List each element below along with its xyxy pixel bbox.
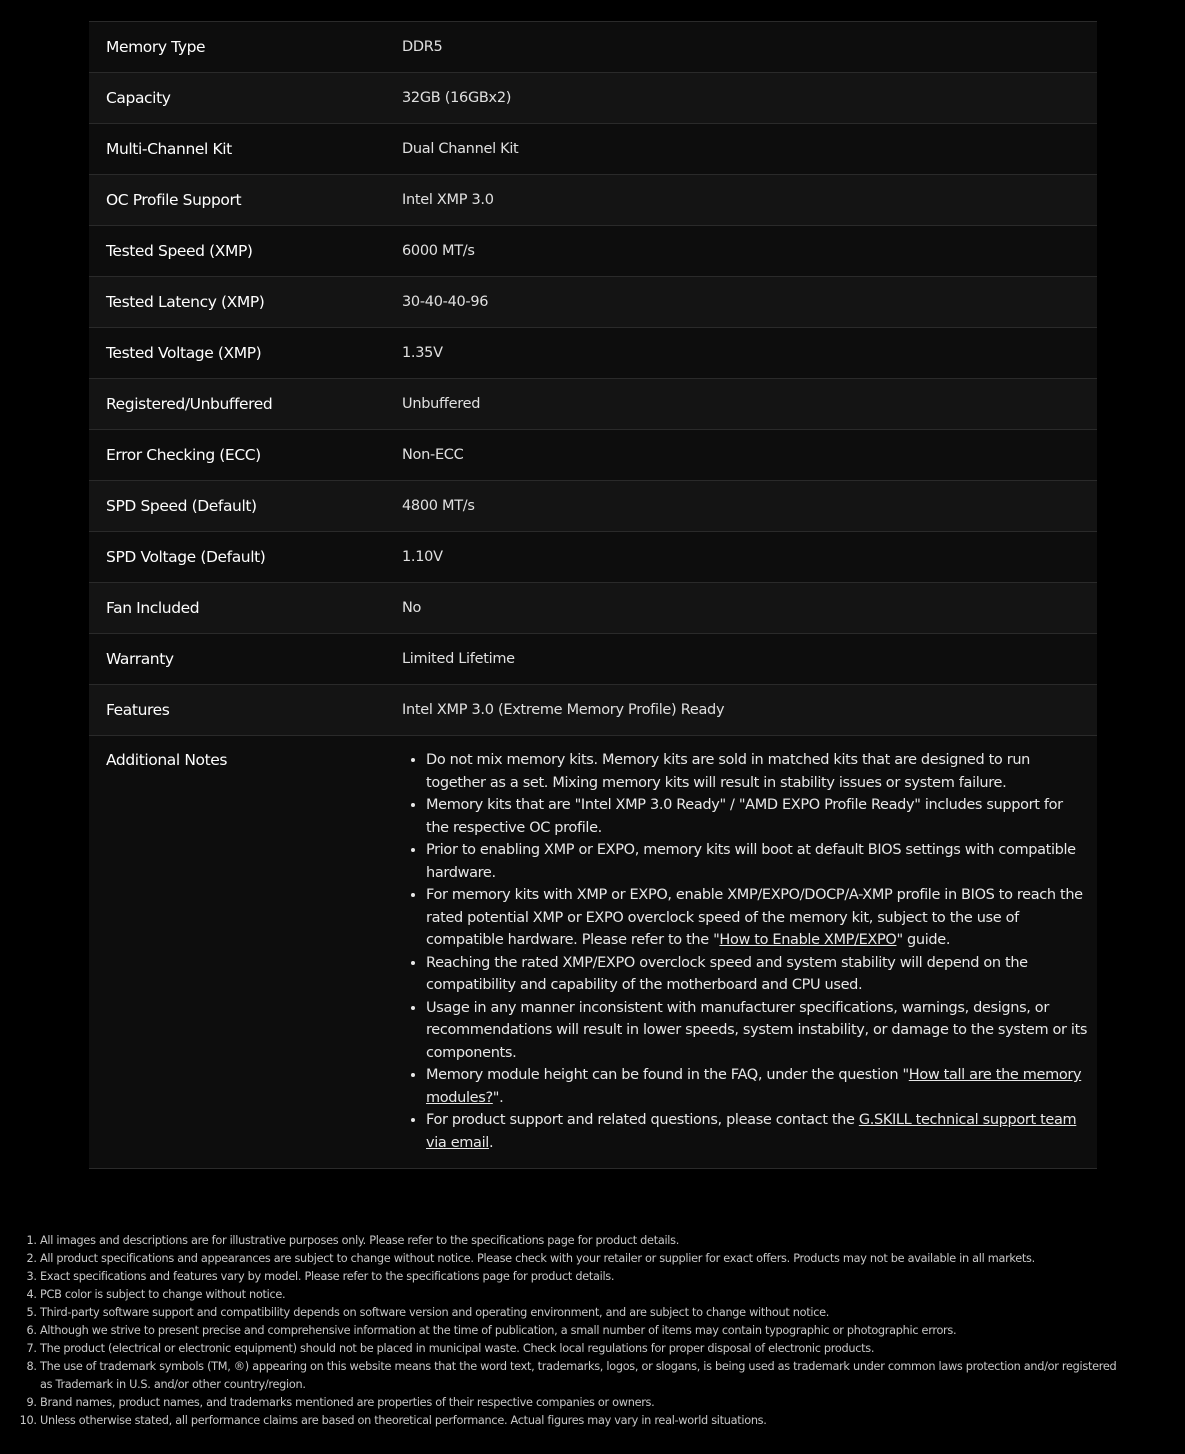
note-text: ". bbox=[492, 1089, 504, 1106]
spec-value: 30-40-40-96 bbox=[402, 277, 1097, 328]
spec-row-tested-voltage bbox=[89, 328, 1097, 379]
note-text: For product support and related questions, please contact the bbox=[426, 1112, 859, 1128]
spec-label: OC Profile Support bbox=[89, 175, 402, 226]
spec-row-features bbox=[89, 685, 1097, 736]
spec-label: Fan Included bbox=[89, 583, 402, 634]
note-text: . bbox=[488, 1134, 494, 1151]
spec-value: DDR5 bbox=[402, 22, 1097, 73]
spec-label: Tested Speed (XMP) bbox=[89, 226, 402, 277]
spec-row-registered-unbuffered bbox=[89, 379, 1097, 430]
note-item bbox=[426, 1109, 1089, 1154]
spec-row-fan-included bbox=[89, 583, 1097, 634]
spec-row-multi-channel-kit bbox=[89, 124, 1097, 175]
note-item: • Memory kits that are "Intel XMP 3.0 Ready" / "AMD EXPO Profile Ready" includes support for the respective OC profile. bbox=[426, 794, 1089, 839]
spec-value: 1.10V bbox=[402, 532, 1097, 583]
disclaimer-item: 7. The product (electrical or electronic equipment) should not be placed in municipal waste. Check local regulations for proper disposal of electronic products. bbox=[40, 1340, 1120, 1358]
spec-row-additional-notes bbox=[89, 736, 1097, 1169]
spec-row-error-checking bbox=[89, 430, 1097, 481]
spec-value: Dual Channel Kit bbox=[402, 124, 1097, 175]
spec-label: SPD Voltage (Default) bbox=[89, 532, 402, 583]
spec-row-tested-latency bbox=[89, 277, 1097, 328]
how-to-enable-xmp-expo-link[interactable]: How to Enable XMP/EXPO bbox=[719, 932, 897, 948]
note-item: • Do not mix memory kits. Memory kits are sold in matched kits that are designed to run together as a set. Mixing memory kits will result in stability issues or system failure. bbox=[426, 749, 1089, 794]
spec-row-oc-profile-support bbox=[89, 175, 1097, 226]
note-item: • Prior to enabling XMP or EXPO, memory kits will boot at default BIOS settings with compatible hardware. bbox=[426, 839, 1089, 884]
note-item: • Reaching the rated XMP/EXPO overclock speed and system stability will depend on the compatibility and capability of the motherboard and CPU used. bbox=[426, 952, 1089, 997]
spec-value: 6000 MT/s bbox=[402, 226, 1097, 277]
spec-row-capacity bbox=[89, 73, 1097, 124]
spec-label: Tested Latency (XMP) bbox=[89, 277, 402, 328]
spec-row-spd-voltage bbox=[89, 532, 1097, 583]
spec-label: Capacity bbox=[89, 73, 402, 124]
notes-cell bbox=[402, 736, 1097, 1169]
spec-row-memory-type bbox=[89, 22, 1097, 73]
spec-label: Registered/Unbuffered bbox=[89, 379, 402, 430]
note-item bbox=[426, 1064, 1089, 1109]
disclaimer-item: 2. All product specifications and appearances are subject to change without notice. Please check with your retailer or supplier for exact offers. Products may not be available in all markets. bbox=[40, 1250, 1120, 1268]
disclaimer-item: 9. Brand names, product names, and trademarks mentioned are properties of their respective companies or owners. bbox=[40, 1394, 1120, 1412]
note-text: Memory module height can be found in the FAQ, under the question " bbox=[426, 1067, 909, 1083]
disclaimer-item: 1. All images and descriptions are for illustrative purposes only. Please refer to the specifications page for product details. bbox=[40, 1232, 1120, 1250]
spec-label: SPD Speed (Default) bbox=[89, 481, 402, 532]
note-item bbox=[426, 884, 1089, 952]
spec-row-tested-speed bbox=[89, 226, 1097, 277]
disclaimer-item: 10. Unless otherwise stated, all performance claims are based on theoretical performance. Actual figures may vary in real-world situations. bbox=[40, 1412, 1120, 1430]
spec-label: Additional Notes bbox=[89, 736, 402, 1169]
notes-list bbox=[402, 736, 1097, 1168]
spec-value: Limited Lifetime bbox=[402, 634, 1097, 685]
spec-label: Error Checking (ECC) bbox=[89, 430, 402, 481]
disclaimer-item: 5. Third-party software support and compatibility depends on software version and operating environment, and are subject to change without notice. bbox=[40, 1304, 1120, 1322]
disclaimer-item: 8. The use of trademark symbols (TM, ®) appearing on this website means that the word text, trademarks, logos, or slogans, is being used as trademark under common laws protection and/or registered as Trademark in U.S. and/or other country/region. bbox=[40, 1358, 1120, 1394]
note-item: • Usage in any manner inconsistent with manufacturer specifications, warnings, designs, or recommendations will result in lower speeds, system instability, or damage to the system or its components. bbox=[426, 997, 1089, 1065]
spec-value: No bbox=[402, 583, 1097, 634]
technical-support-email-link[interactable]: G.SKILL technical support team via email bbox=[426, 1112, 1077, 1151]
memory-module-height-link[interactable]: How tall are the memory modules? bbox=[426, 1067, 1082, 1106]
spec-label: Multi-Channel Kit bbox=[89, 124, 402, 175]
spec-label: Warranty bbox=[89, 634, 402, 685]
spec-label: Tested Voltage (XMP) bbox=[89, 328, 402, 379]
disclaimer-item: 6. Although we strive to present precise and comprehensive information at the time of publication, a small number of items may contain typographic or photographic errors. bbox=[40, 1322, 1120, 1340]
specifications-table bbox=[89, 21, 1097, 1169]
spec-label: Features bbox=[89, 685, 402, 736]
disclaimer-item: 4. PCB color is subject to change without notice. bbox=[40, 1286, 1120, 1304]
spec-value: Unbuffered bbox=[402, 379, 1097, 430]
disclaimer-item: 3. Exact specifications and features vary by model. Please refer to the specifications page for product details. bbox=[40, 1268, 1120, 1286]
note-text: For memory kits with XMP or EXPO, enable XMP/EXPO/DOCP/A-XMP profile in BIOS to reach the rated potential XMP or EXPO overclock speed of the memory kit, subject to the use of compatible hardware. Please refer to the " bbox=[426, 887, 1083, 948]
spec-label: Memory Type bbox=[89, 22, 402, 73]
spec-value: 1.35V bbox=[402, 328, 1097, 379]
spec-value: Intel XMP 3.0 bbox=[402, 175, 1097, 226]
spec-row-spd-speed bbox=[89, 481, 1097, 532]
spec-value: 32GB (16GBx2) bbox=[402, 73, 1097, 124]
spec-value: Non-ECC bbox=[402, 430, 1097, 481]
spec-value: 4800 MT/s bbox=[402, 481, 1097, 532]
note-text: " guide. bbox=[896, 932, 951, 948]
spec-value: Intel XMP 3.0 (Extreme Memory Profile) Ready bbox=[402, 685, 1097, 736]
disclaimer-list bbox=[40, 1232, 1120, 1430]
spec-row-warranty bbox=[89, 634, 1097, 685]
